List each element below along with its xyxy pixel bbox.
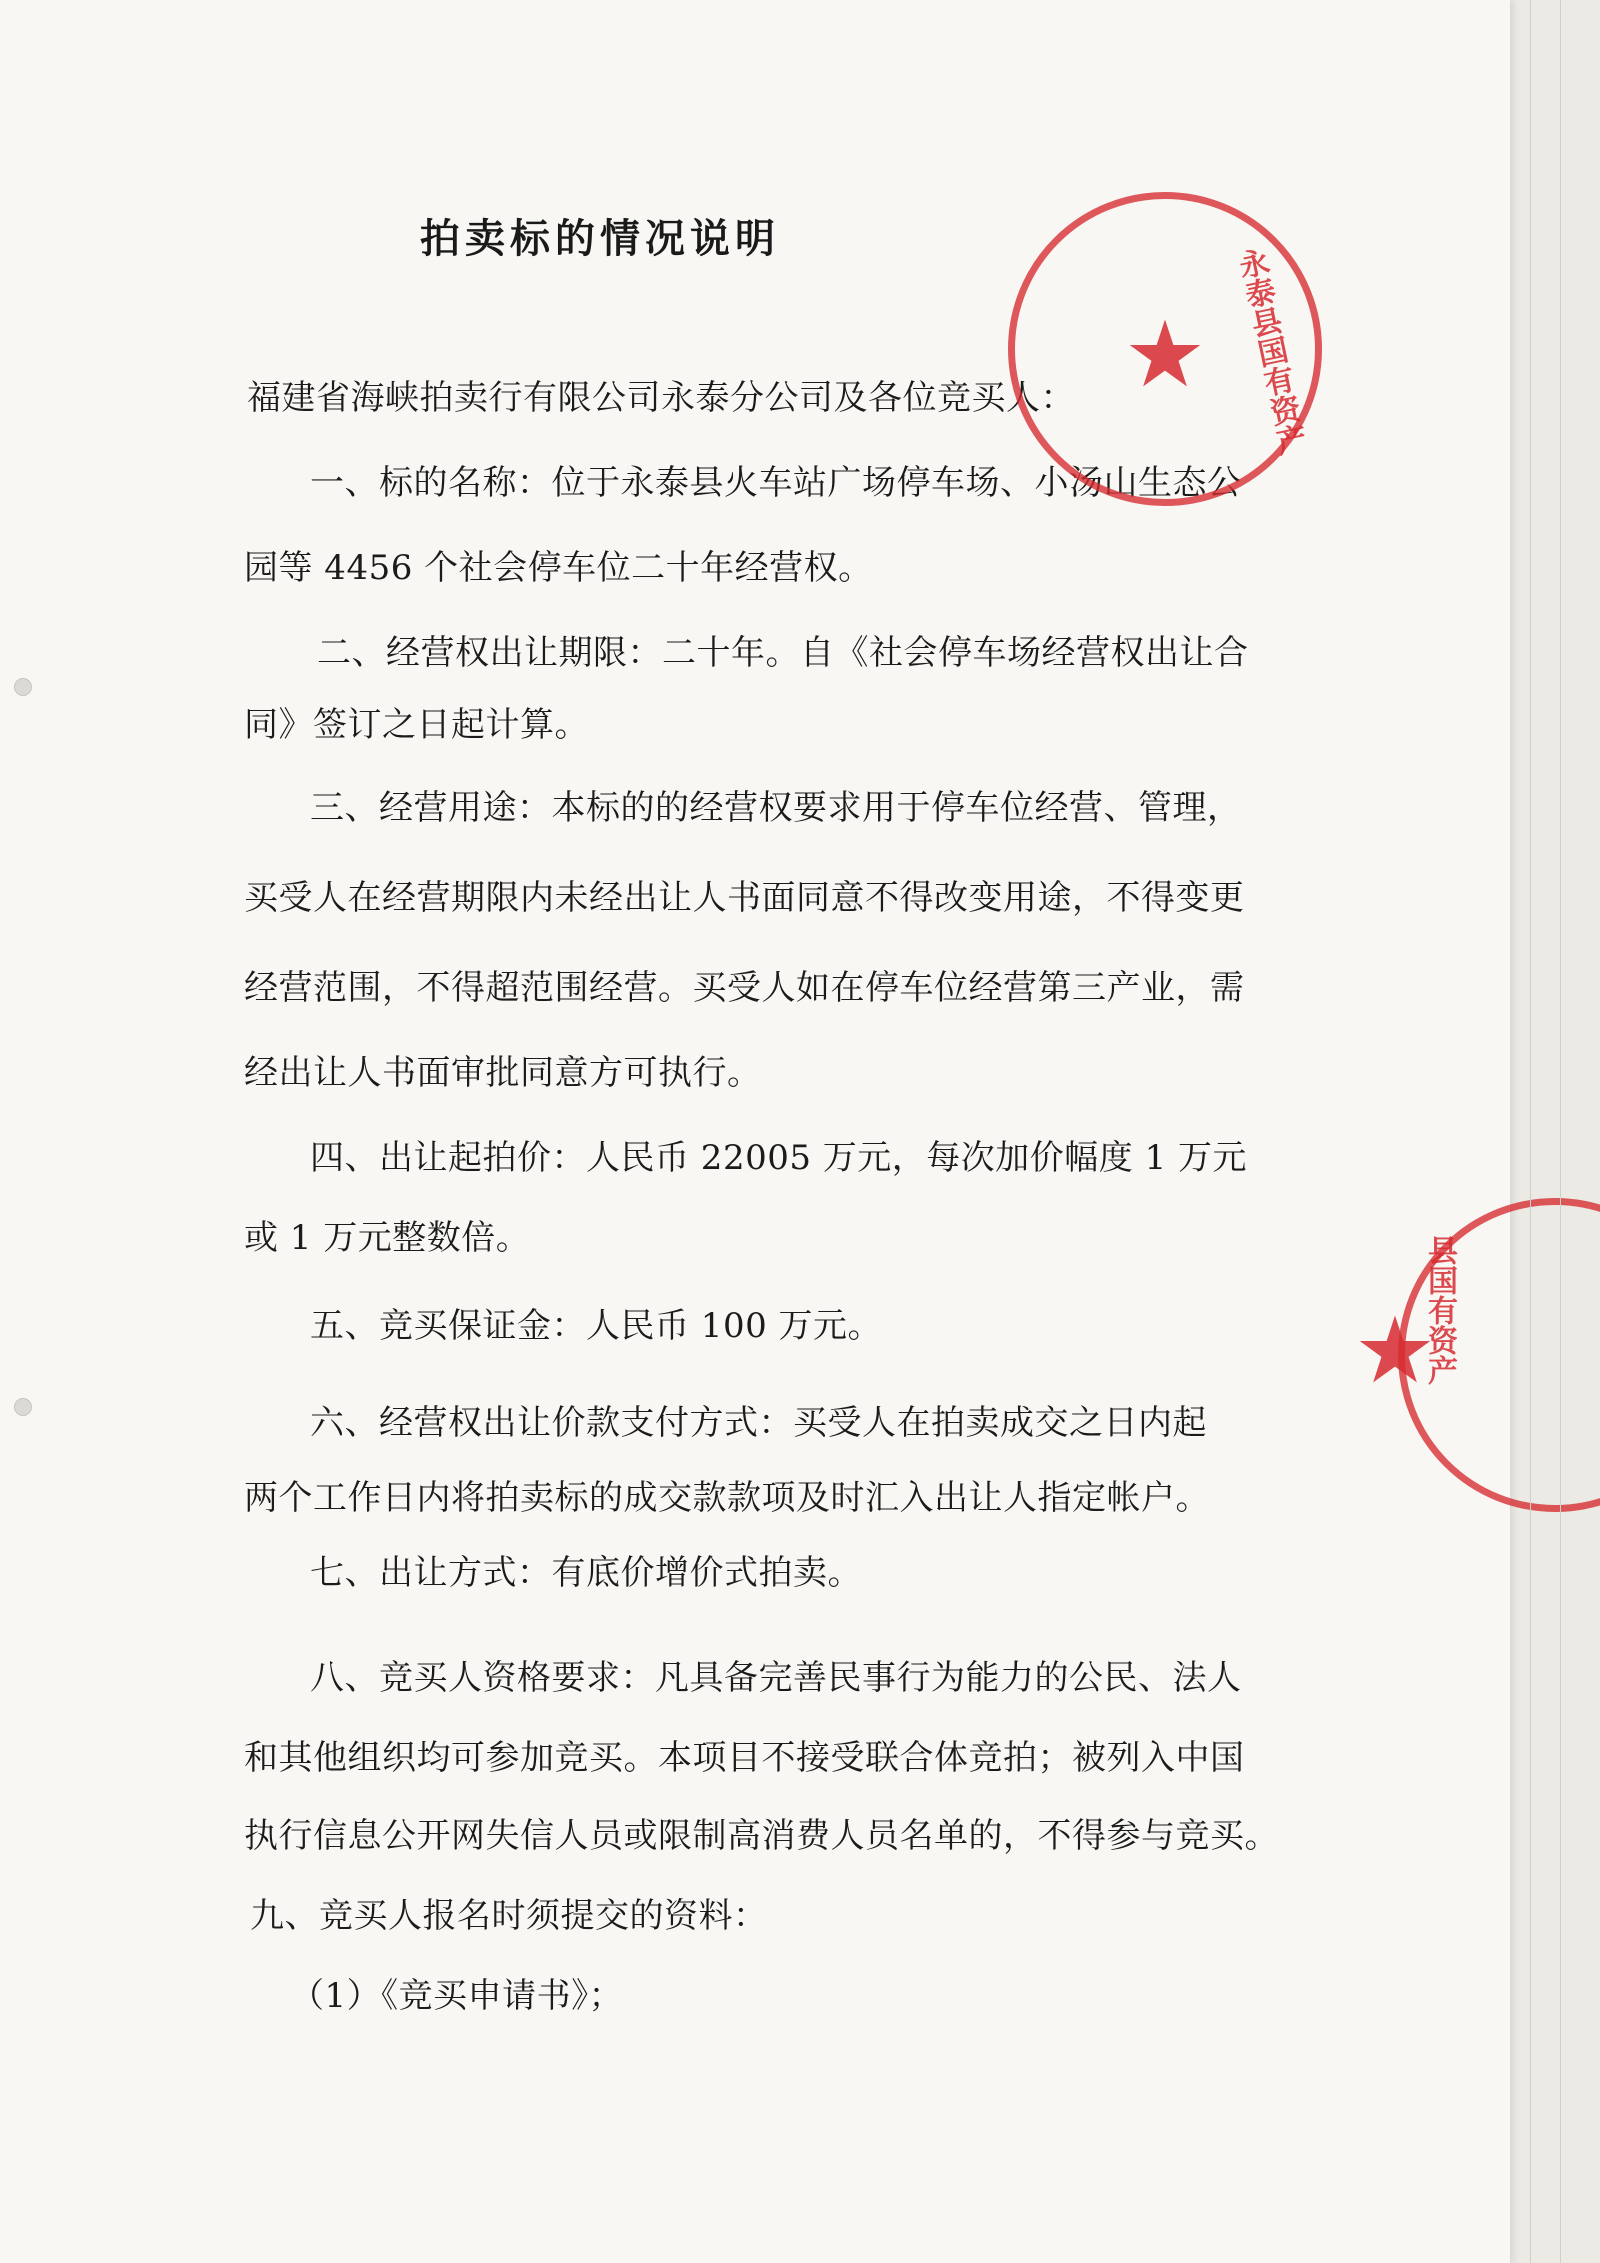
punch-hole xyxy=(14,1398,32,1416)
paragraph-line: 执行信息公开网失信人员或限制高消费人员名单的，不得参与竞买。 xyxy=(244,1816,1279,1856)
official-seal-right xyxy=(1353,1198,1600,1512)
paragraph-line: 和其他组织均可参加竞买。本项目不接受联合体竞拍；被列入中国 xyxy=(244,1738,1245,1778)
page-edge xyxy=(1530,0,1531,2263)
official-seal-top xyxy=(1008,192,1322,506)
paragraph-line: 经出让人书面审批同意方可执行。 xyxy=(244,1053,762,1093)
paragraph-line: 四、出让起拍价：人民币 22005 万元，每次加价幅度 1 万元 xyxy=(310,1138,1248,1178)
paragraph-line: 或 1 万元整数倍。 xyxy=(244,1218,531,1258)
document-title: 拍卖标的情况说明 xyxy=(420,215,780,262)
paragraph-line: 二、经营权出让期限：二十年。自《社会停车场经营权出让合 xyxy=(317,633,1249,673)
paragraph-line: 七、出让方式：有底价增价式拍卖。 xyxy=(310,1553,862,1593)
paragraph-line: 同》签订之日起计算。 xyxy=(244,705,589,745)
paragraph-line: 八、竞买人资格要求：凡具备完善民事行为能力的公民、法人 xyxy=(310,1658,1242,1698)
paragraph-line: 经营范围，不得超范围经营。买受人如在停车位经营第三产业，需 xyxy=(244,968,1245,1008)
page-edge xyxy=(1560,0,1561,2263)
seal-text: 县国有资产 xyxy=(1422,1235,1457,1385)
punch-hole xyxy=(14,678,32,696)
paragraph-line: 六、经营权出让价款支付方式：买受人在拍卖成交之日内起 xyxy=(310,1403,1207,1443)
paragraph-line: 九、竞买人报名时须提交的资料： xyxy=(250,1896,768,1936)
paragraph-line: 买受人在经营期限内未经出让人书面同意不得改变用途，不得变更 xyxy=(244,878,1245,918)
seal-text: 永泰县国有资产 xyxy=(1230,245,1309,459)
salutation: 福建省海峡拍卖行有限公司永泰分公司及各位竞买人： xyxy=(247,378,1075,418)
paragraph-line: 五、竞买保证金：人民币 100 万元。 xyxy=(310,1306,883,1346)
paragraph-line: 园等 4456 个社会停车位二十年经营权。 xyxy=(244,548,873,588)
seal-star-icon: ★ xyxy=(1353,1297,1437,1404)
seal-star-icon: ★ xyxy=(1123,301,1207,408)
paragraph-line: 一、标的名称：位于永泰县火车站广场停车场、小汤山生态公 xyxy=(310,463,1242,503)
paragraph-line: 三、经营用途：本标的的经营权要求用于停车位经营、管理， xyxy=(310,788,1242,828)
paragraph-line: （1）《竞买申请书》； xyxy=(290,1976,624,2016)
paragraph-line: 两个工作日内将拍卖标的成交款款项及时汇入出让人指定帐户。 xyxy=(244,1478,1210,1518)
